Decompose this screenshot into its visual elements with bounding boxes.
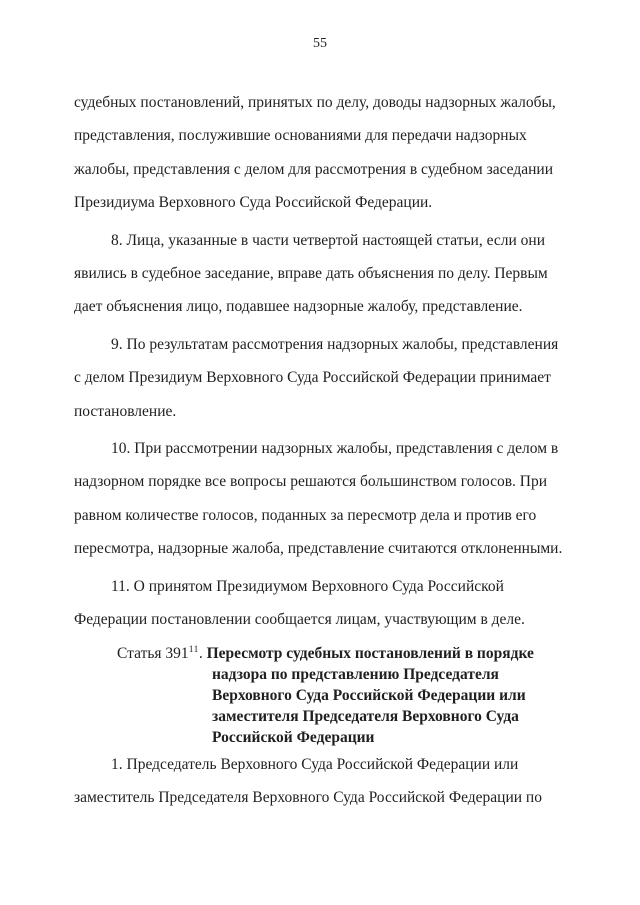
text-run: жалобы, представления с делом для рассмотрения в судебном заседании [74, 160, 553, 178]
text-run: представления, послужившие основаниями для передачи надзорных [74, 127, 527, 145]
text-line [74, 257, 574, 290]
text-run: заместителя Председателя Верховного Суда [212, 707, 519, 725]
text-run: явились в судебное заседание, вправе дать объяснения по делу. Первым [74, 265, 548, 283]
text-run: 8. Лица, указанные в части четвертой настоящей статьи, если они [111, 231, 545, 249]
text-line [74, 570, 574, 603]
text-run: Верховного Суда Российской Федерации или [212, 686, 526, 704]
text-run: Федерации постановлении сообщается лицам, участвующим в деле. [74, 611, 525, 629]
text-run: 9. По результатам рассмотрения надзорных жалобы, представления [111, 335, 559, 353]
text-run: 11 [188, 644, 199, 655]
text-line [74, 748, 574, 781]
text-line [74, 328, 574, 361]
text-run: Статья 391 [117, 644, 189, 662]
text-line [117, 685, 540, 706]
text-line [74, 86, 574, 119]
text-run: Российской Федерации [212, 728, 375, 746]
text-line [74, 781, 574, 814]
text-line [74, 290, 574, 323]
text-line [74, 465, 574, 498]
text-run: надзора по представлению Председателя [212, 665, 499, 683]
text-line [74, 395, 574, 428]
text-run: Пересмотр судебных постановлений в порядке [206, 644, 534, 662]
text-run: равном количестве голосов, поданных за пересмотр дела и против его [74, 506, 537, 524]
paragraph-part-11 [74, 570, 574, 637]
text-line [74, 186, 574, 219]
article-391-11-heading [117, 643, 540, 748]
text-line [74, 499, 574, 532]
text-run: заместитель Председателя Верховного Суда Российской Федерации по [74, 788, 542, 806]
text-line [117, 643, 540, 664]
text-run: . [198, 644, 207, 662]
text-line [74, 224, 574, 257]
paragraph-part-9 [74, 328, 574, 428]
text-run: 1. Председатель Верховного Суда Российской Федерации или [111, 755, 519, 773]
text-line [117, 664, 540, 685]
paragraph-part-10 [74, 432, 574, 566]
text-block [74, 86, 574, 814]
text-line [74, 432, 574, 465]
paragraph-part-8 [74, 224, 574, 324]
text-line [117, 727, 540, 748]
text-run: пересмотра, надзорные жалоба, представление считаются отклоненными. [74, 540, 563, 558]
paragraph-part-1-article-391-11 [74, 748, 574, 815]
text-run: 10. При рассмотрении надзорных жалобы, представления с делом в [111, 440, 559, 458]
paragraph-continuation [74, 86, 574, 220]
text-run: судебных постановлений, принятых по делу, доводы надзорных жалобы, [74, 94, 556, 111]
text-line [74, 532, 574, 565]
text-line [74, 153, 574, 186]
text-line [117, 706, 540, 727]
text-line [74, 361, 574, 394]
text-run: 11. О принятом Президиумом Верховного Суда Российской [111, 577, 504, 595]
text-run: с делом Президиум Верховного Суда Российской Федерации принимает [74, 369, 551, 387]
text-line [74, 603, 574, 636]
text-line [74, 119, 574, 152]
text-run: дает объяснения лицо, подавшее надзорные жалобу, представление. [74, 298, 523, 316]
text-run: постановление. [74, 402, 177, 420]
text-run: Президиума Верховного Суда Российской Федерации. [74, 194, 433, 212]
page-number: 55 [313, 36, 327, 51]
text-run: надзорном порядке все вопросы решаются большинством голосов. При [74, 473, 548, 491]
